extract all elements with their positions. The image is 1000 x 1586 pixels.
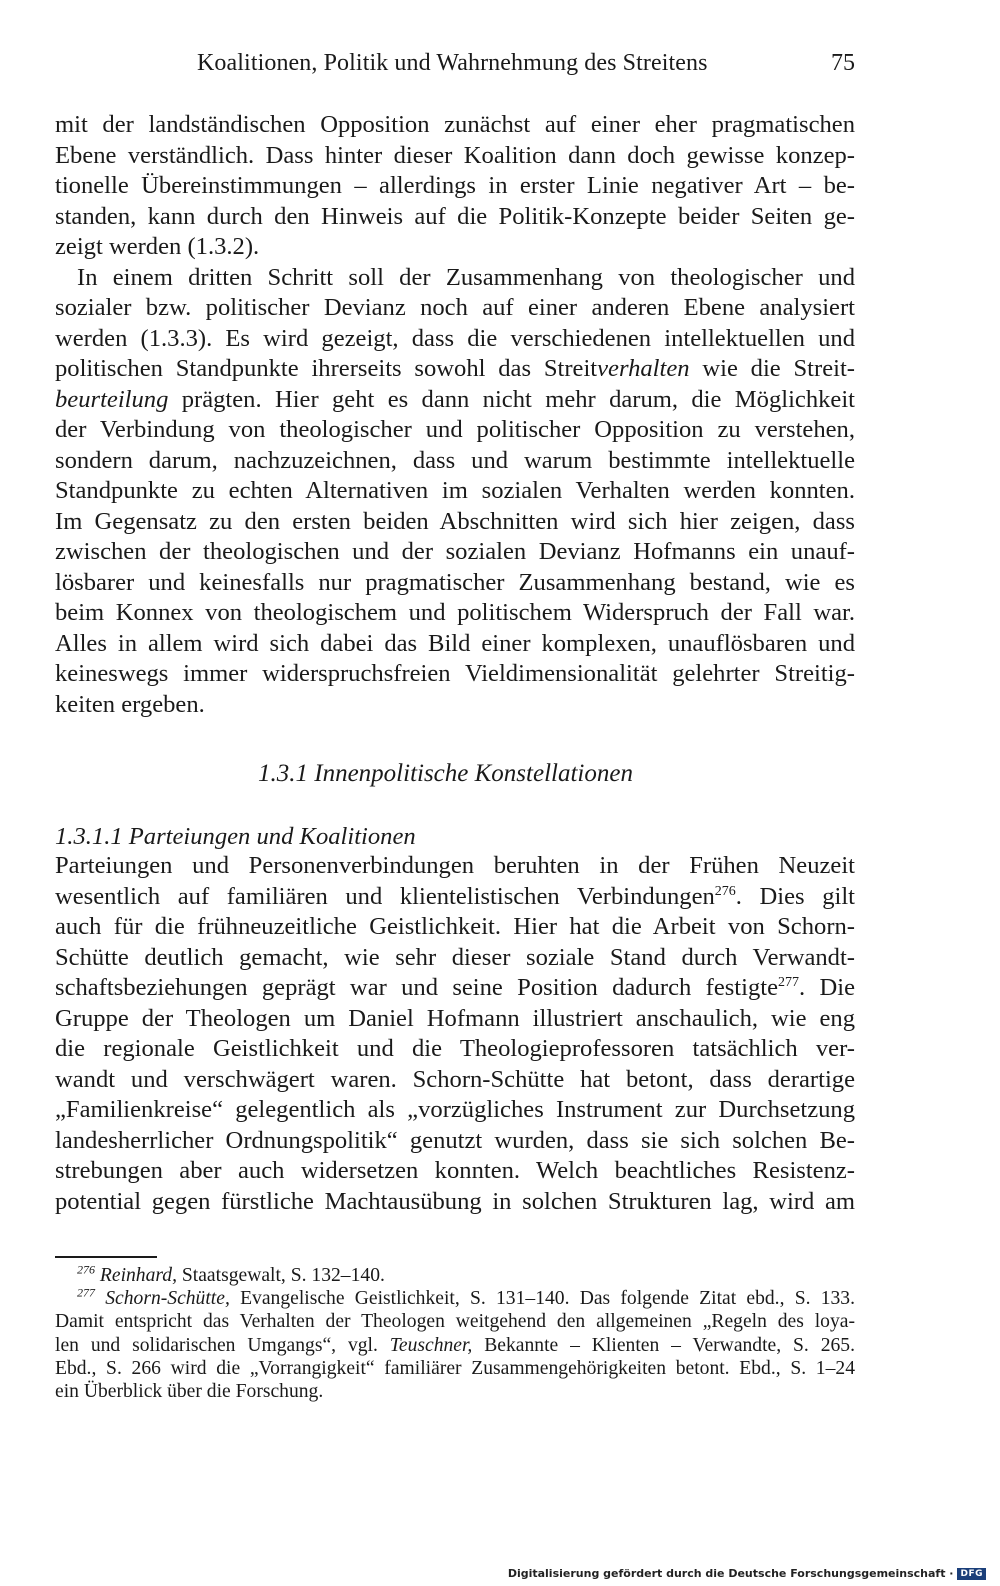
text-line: Alles in allem wird sich dabei das Bild einer komplexen, unauflösbaren und [55,629,855,657]
text-line: Gruppe der Theologen um Daniel Hofmann illustriert anschaulich, wie eng [55,1004,855,1032]
text-fragment: prägten. Hier geht es dann nicht mehr darum, die Möglichkeit [168,385,855,413]
text-line: keineswegs immer widerspruchsfreien Vieldimensionalität gelehrter Streitig- [55,660,855,687]
running-title: Koalitionen, Politik und Wahrnehmung des Streitens [197,50,708,76]
footnote-text: Bekannte – Klienten – Verwandte, S. 265. [472,1334,855,1356]
text-fragment: schaftsbeziehungen geprägt war und seine Position dadurch festigte [55,974,779,1001]
text-line: standen, kann durch den Hinweis auf die Politik-Konzepte beider Seiten ge- [55,202,855,230]
text-line: die regionale Geistlichkeit und die Theologieprofessoren tatsächlich ver- [55,1035,855,1062]
section-heading: 1.3.1 Innenpolitische Konstellationen [258,760,633,787]
footnote-author: Reinhard, [99,1265,177,1286]
text-line: keiten ergeben. [55,690,205,718]
text-fragment: . Die [799,974,855,1001]
footnote-mark: 276 [77,1262,95,1277]
text-fragment: wie die Streit- [689,355,855,382]
credit-text: Digitalisierung gefördert durch die Deutsche Forschungsgemeinschaft · [507,1567,954,1580]
footnote-author: Schorn-Schütte, [105,1288,230,1310]
text-line [55,973,855,1004]
page-number: 75 [831,50,855,76]
text-line: zwischen der theologischen und der sozialen Devianz Hofmanns ein unauf- [55,538,855,565]
text-line: potential gegen fürstliche Machtausübung in solchen Strukturen lag, wird am [55,1187,855,1215]
text-line: „Familienkreise“ gelegentlich als „vorzügliches Instrument zur Durchsetzung [55,1096,855,1123]
text-line: In einem dritten Schritt soll der Zusammenhang von theologischer und [77,263,855,291]
footnote-divider [55,1256,157,1258]
footnote-277 [55,1287,855,1310]
footnote-text: Evangelische Geistlichkeit, S. 131–140. Das folgende Zitat ebd., S. 133. [229,1288,856,1310]
footnote-line: Ebd., S. 266 wird die „Vorrangigkeit“ familiärer Zusammengehörigkeiten betont. Ebd., S. 1–24 [55,1357,855,1379]
text-line: sozialer bzw. politischer Devianz noch auf einer anderen Ebene analysiert [55,294,855,321]
text-line [55,354,855,385]
text-line: Parteiungen und Personenverbindungen beruhten in der Frühen Neuzeit [55,852,855,879]
text-line: mit der landständischen Opposition zunächst auf einer eher pragmatischen [55,111,855,138]
text-line [55,882,855,913]
running-head [55,50,855,84]
text-line: werden (1.3.3). Es wird gezeigt, dass die verschiedenen intellektuellen und [55,324,855,352]
footnote-author: Teuschner, [389,1334,473,1356]
body-text-upper [55,110,855,720]
text-line: strebungen aber auch widersetzen konnten. Welch beachtliches Resistenz- [55,1157,855,1184]
footnote-line [55,1334,855,1357]
text-line: Schütte deutlich gemacht, wie sehr dieser soziale Stand durch Verwandt- [55,943,855,971]
text-fragment: wesentlich auf familiären und klientelistischen Verbindungen [55,882,715,910]
footnote-reference[interactable]: 276 [714,883,736,899]
footnote-text: len und solidarischen Umgangs“, vgl. [55,1334,390,1356]
text-line: wandt und verschwägert waren. Schorn-Schütte hat betont, dass derartige [55,1065,855,1093]
text-line: landesherrlicher Ordnungspolitik“ genutzt wurden, dass sie sich solchen Be- [55,1126,855,1154]
text-line: Ebene verständlich. Dass hinter dieser Koalition dann doch gewisse konzep- [55,141,855,169]
text-line: lösbarer und keinesfalls nur pragmatischer Zusammenhang bestand, wie es [55,568,855,596]
text-line: beim Konnex von theologischem und politischem Widerspruch der Fall war. [55,599,855,626]
footnote-276 [55,1264,855,1287]
subsection-heading: 1.3.1.1 Parteiungen und Koalitionen [55,823,416,850]
emphasis: verhalten [597,355,690,382]
footnote-line: ein Überblick über die Forschung. [55,1380,324,1402]
footnotes [55,1264,855,1403]
text-line: tionelle Übereinstimmungen – allerdings in erster Linie negativer Art – be- [55,172,855,199]
text-line [55,385,855,416]
text-line: zeigt werden (1.3.2). [55,233,260,260]
text-line: auch für die frühneuzeitliche Geistlichkeit. Hier hat die Arbeit von Schorn- [55,913,855,940]
text-line: sondern darum, nachzuzeichnen, dass und warum bestimmte intellektuelle [55,446,855,474]
text-fragment: politischen Standpunkte ihrerseits sowohl das Streit [55,355,598,382]
text-line: Standpunkte zu echten Alternativen im sozialen Verhalten werden konnten. [55,477,855,504]
text-line: Im Gegensatz zu den ersten beiden Abschnitten wird sich hier zeigen, dass [55,507,855,535]
text-line: der Verbindung von theologischer und politischer Opposition zu verstehen, [55,416,855,443]
body-text-lower [55,851,855,1217]
footnote-reference[interactable]: 277 [778,974,800,990]
footnote-text: Staatsgewalt, S. 132–140. [177,1265,385,1286]
emphasis: beurteilung [55,385,169,413]
footnote-line: Damit entspricht das Verhalten der Theologen weitgehend den allgemeinen „Regeln des loya- [55,1311,855,1333]
digitization-credit [508,1567,986,1580]
dfg-logo: DFG [957,1568,986,1580]
footnote-mark: 277 [77,1285,95,1300]
text-fragment: . Dies gilt [735,882,855,910]
